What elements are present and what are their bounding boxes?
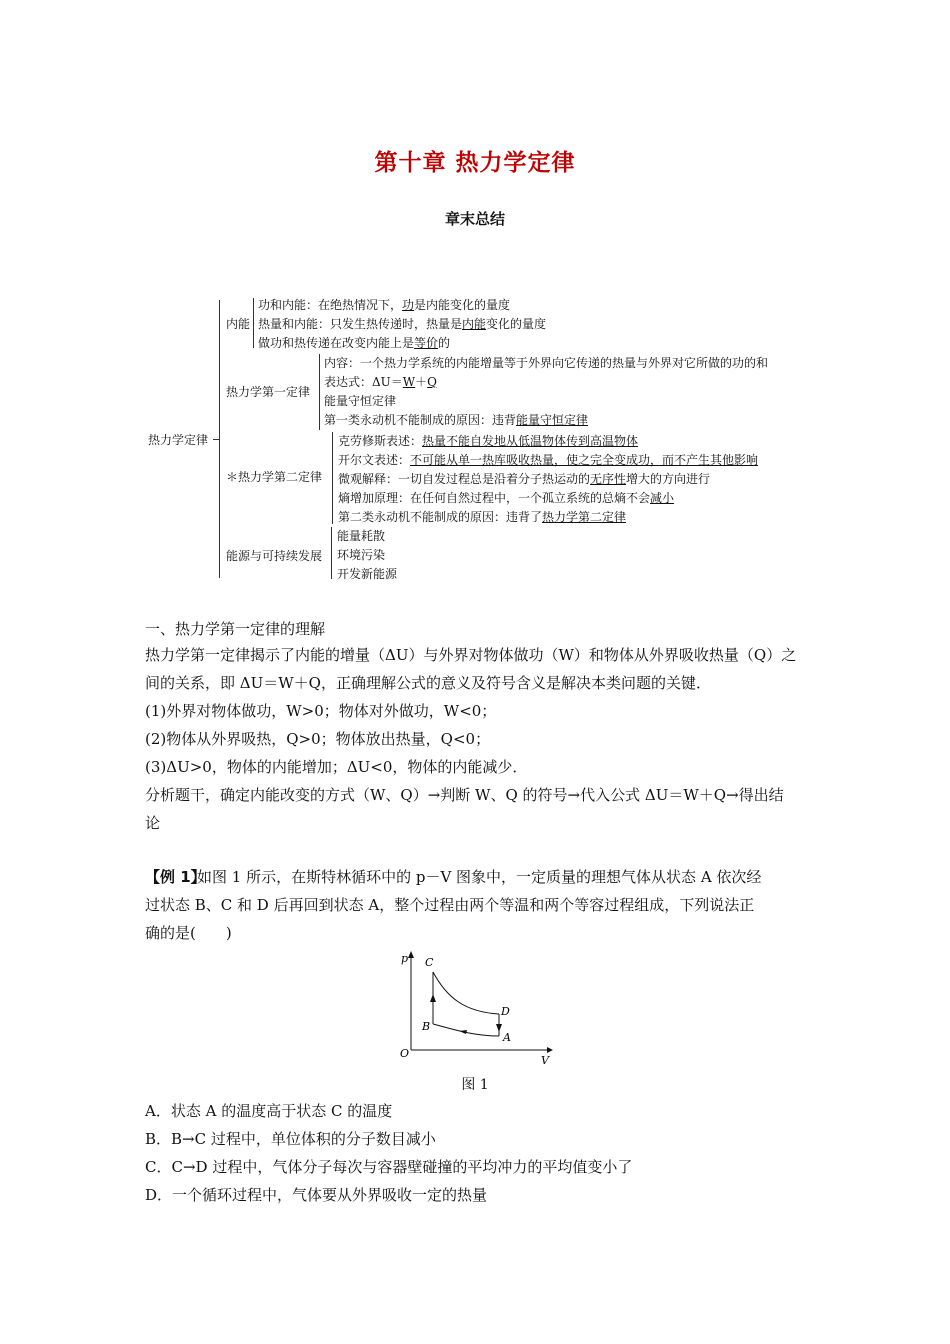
mind-map-item <box>338 433 638 449</box>
paragraph-line: 间的关系，即 ΔU＝W＋Q，正确理解公式的意义及符号含义是解决本类问题的关键． <box>145 674 711 692</box>
mind-map-text: 功和内能：在绝热情况下， <box>258 298 403 312</box>
branch-label-energy-sustainability: 能源与可持续发展 <box>226 549 323 563</box>
axis-label-p: p <box>401 952 409 965</box>
y-axis-arrow <box>408 951 414 958</box>
section-subtitle: 章末总结 <box>444 210 505 228</box>
mind-map-underlined-text: 无序性 <box>590 472 627 486</box>
mind-map-text: ＋ <box>415 375 428 389</box>
mind-map-item <box>258 335 450 351</box>
mind-map-item <box>338 509 626 525</box>
process-ab <box>433 1024 499 1036</box>
branch-label-second-law: ＊热力学第二定律 <box>226 470 323 484</box>
question-line: 确的是( ) <box>145 924 232 942</box>
branch-label-internal-energy: 内能 <box>226 317 251 331</box>
paragraph-line: 热力学第一定律揭示了内能的增量（ΔU）与外界对物体做功（W）和物体从外界吸收热量（Q）之 <box>145 646 797 664</box>
mind-map-underlined-text: 减小 <box>650 491 675 505</box>
option-b: B．B→C 过程中，单位体积的分子数目减小 <box>145 1130 436 1148</box>
mind-map-item <box>324 355 768 371</box>
mind-map-item <box>258 297 510 313</box>
option-c: C．C→D 过程中，气体分子每次与容器壁碰撞的平均冲力的平均值变小了 <box>145 1158 633 1176</box>
question-line: 过状态 B、C 和 D 后再回到状态 A，整个过程由两个等温和两个等容过程组成，下列说法正 <box>145 896 755 914</box>
chapter-title: 第十章 热力学定律 <box>374 150 576 176</box>
mind-map-text: 能量耗散 <box>337 529 386 543</box>
mind-map-text: 熵增加原理：在任何自然过程中，一个孤立系统的总熵不会 <box>338 491 651 505</box>
brace-second-law <box>332 432 333 524</box>
mind-map-text: 第一类永动机不能制成的原因：违背 <box>324 413 517 427</box>
process-da-arrow <box>496 1024 502 1032</box>
list-item: (3)ΔU>0，物体的内能增加；ΔU<0，物体的内能减少． <box>145 758 528 776</box>
mind-map-text: 环境污染 <box>337 548 386 562</box>
analysis-line: 论 <box>145 814 161 832</box>
mind-map-text: 的 <box>438 336 451 350</box>
mind-map-text: 增大的方向进行 <box>626 472 711 486</box>
mind-map-text: 微观解释：一切自发过程总是沿着分子热运动的 <box>338 472 591 486</box>
brace-energy-sustainability <box>331 527 332 579</box>
mind-map-item <box>337 547 385 563</box>
mind-map-item <box>338 452 758 468</box>
branch-label-first-law: 热力学第一定律 <box>226 385 311 399</box>
mind-map-text: 开尔文表述： <box>338 453 411 467</box>
point-label-b: B <box>422 1020 431 1033</box>
list-item: (2)物体从外界吸热，Q>0；物体放出热量，Q<0； <box>145 730 491 748</box>
option-a: A．状态 A 的温度高于状态 C 的温度 <box>145 1102 393 1120</box>
mind-map-text: 能量守恒定律 <box>324 394 397 408</box>
mind-map-underlined-text: W <box>402 375 416 389</box>
axis-label-v: V <box>541 1054 549 1066</box>
mind-map-text: 内容：一个热力学系统的内能增量等于外界向它传递的热量与外界对它所做的功的和 <box>324 356 769 370</box>
option-d: D．一个循环过程中，气体要从外界吸收一定的热量 <box>145 1186 488 1204</box>
mind-map-underlined-text: 等价 <box>414 336 439 350</box>
analysis-line: 分析题干，确定内能改变的方式（W、Q）→判断 W、Q 的符号→代入公式 ΔU＝W＋Q→得出结 <box>145 786 784 804</box>
mind-map-text: 克劳修斯表述： <box>338 434 423 448</box>
list-item: (1)外界对物体做功，W>0；物体对外做功，W<0； <box>145 702 497 720</box>
brace-internal-energy <box>253 298 254 348</box>
mind-map-item <box>338 490 674 506</box>
mind-map-underlined-text: Q <box>427 375 437 389</box>
mind-map-underlined-text: 功 <box>402 298 415 312</box>
mind-map-text: 热量和内能：只发生热传递时，热量是 <box>258 317 463 331</box>
mind-map-underlined-text: 内能 <box>462 317 487 331</box>
pv-diagram <box>395 948 555 1066</box>
question-line: 如图 1 所示，在斯特林循环中的 p－V 图象中，一定质量的理想气体从状态 A 依次经 <box>197 868 762 886</box>
mind-map-item <box>324 374 437 390</box>
mind-map-text: 开发新能源 <box>337 567 398 581</box>
example-tag: 【例 1】 <box>145 868 206 886</box>
point-label-d: D <box>501 1005 510 1018</box>
mind-map-text: 第二类永动机不能制成的原因：违背了 <box>338 510 543 524</box>
mind-map-item <box>324 393 396 409</box>
mind-map-text: 做功和热传递在改变内能上是 <box>258 336 415 350</box>
mind-map-text: 是内能变化的量度 <box>414 298 511 312</box>
figure-caption: 图 1 <box>461 1077 489 1093</box>
point-label-a: A <box>503 1031 511 1044</box>
section-heading: 一、热力学第一定律的理解 <box>145 620 326 638</box>
mind-map-underlined-text: 热力学第二定律 <box>542 510 627 524</box>
mind-map-text: 变化的量度 <box>486 317 547 331</box>
mind-map-item <box>338 471 710 487</box>
mind-map-underlined-text: 热量不能自发地从低温物体传到高温物体 <box>422 434 639 448</box>
mind-map-text: 表达式：ΔU＝ <box>324 375 403 389</box>
x-axis-arrow <box>547 1047 553 1053</box>
brace-first-law <box>319 354 320 430</box>
main-brace <box>219 300 220 578</box>
mind-map-underlined-text: 不可能从单一热库吸收热量，使之完全变成功，而不产生其他影响 <box>410 453 759 467</box>
origin-label: O <box>400 1047 410 1060</box>
mind-map-item <box>258 316 546 332</box>
mind-map-root: 热力学定律 <box>148 433 209 447</box>
point-label-c: C <box>425 956 434 969</box>
main-brace-tick <box>213 439 219 440</box>
mind-map-item <box>337 566 397 582</box>
process-cd <box>433 972 499 1014</box>
mind-map-item <box>324 412 588 428</box>
mind-map-underlined-text: 能量守恒定律 <box>516 413 589 427</box>
process-bc-arrow <box>430 994 436 1002</box>
mind-map-item <box>337 528 385 544</box>
